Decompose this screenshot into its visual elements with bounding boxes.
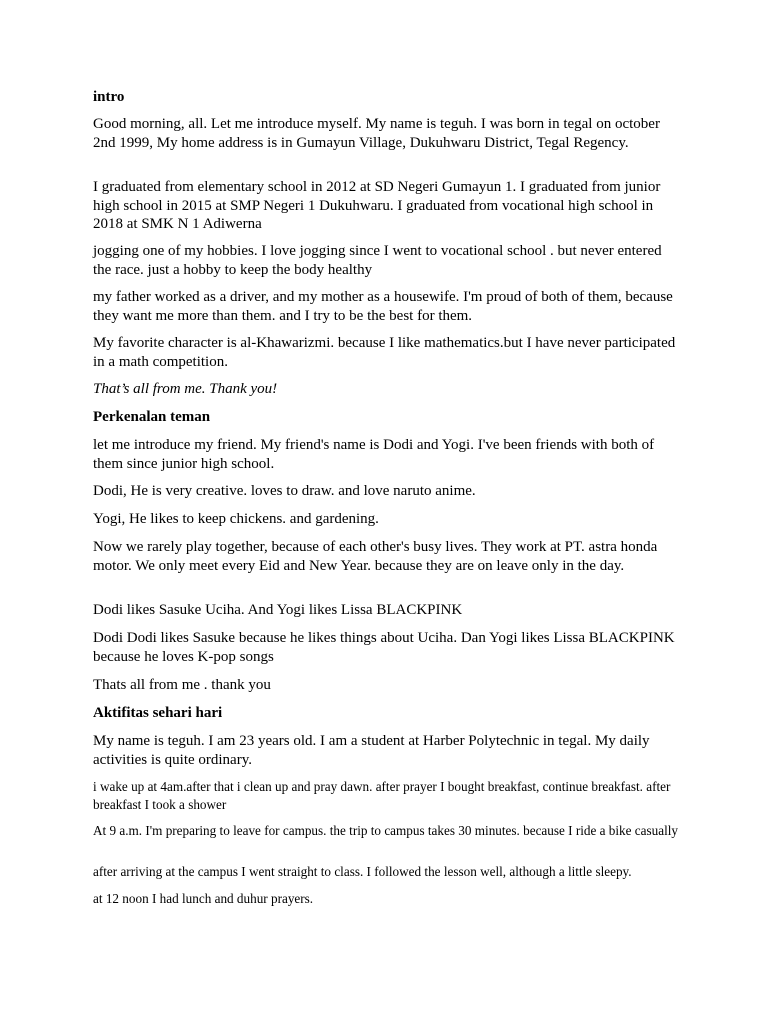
paragraph: at 12 noon I had lunch and duhur prayers. [93, 891, 314, 906]
paragraph: Dodi likes Sasuke Uciha. And Yogi likes Lissa BLACKPINK [93, 602, 463, 618]
paragraph: jogging one of my hobbies. I love jogging since I went to vocational school . but never entered the race. just a hobby to keep the body healthy [93, 243, 662, 278]
paragraph: At 9 a.m. I'm preparing to leave for campus. the trip to campus takes 30 minutes. because I ride a bike casually [93, 823, 679, 838]
paragraph: Dodi, He is very creative. loves to draw. and love naruto anime. [93, 483, 476, 499]
section-heading-perkenalan-teman: Perkenalan teman [93, 409, 211, 425]
section-heading-aktifitas-sehari-hari: Aktifitas sehari hari [93, 705, 223, 721]
paragraph: Good morning, all. Let me introduce myself. My name is teguh. I was born in tegal on october 2nd 1999, My home address is in Gumayun Village, Dukuhwaru District, Tegal Regency. [93, 116, 660, 151]
paragraph: My favorite character is al-Khawarizmi. because I like mathematics.but I have never participated in a math competition. [93, 335, 676, 370]
paragraph: let me introduce my friend. My friend's name is Dodi and Yogi. I've been friends with both of them since junior high school. [93, 437, 655, 472]
paragraph: I graduated from elementary school in 2012 at SD Negeri Gumayun 1. I graduated from junior high school in 2015 at SMP Negeri 1 Dukuhwaru. I graduated from vocational high school in 2018 at SMK N 1 Adiwerna [93, 179, 661, 232]
paragraph: i wake up at 4am.after that i clean up and pray dawn. after prayer I bought breakfast, continue breakfast. after breakfast I took a shower [93, 779, 671, 812]
paragraph: My name is teguh. I am 23 years old. I am a student at Harber Polytechnic in tegal. My daily activities is quite ordinary. [93, 733, 650, 768]
paragraph: after arriving at the campus I went straight to class. I followed the lesson well, although a little sleepy. [93, 864, 632, 879]
section-heading-intro: intro [93, 89, 125, 105]
paragraph: Yogi, He likes to keep chickens. and gardening. [93, 511, 379, 527]
closing-line: That’s all from me. Thank you! [93, 381, 278, 397]
paragraph: my father worked as a driver, and my mother as a housewife. I'm proud of both of them, because they want me more than them. and I try to be the best for them. [93, 289, 673, 324]
paragraph: Dodi Dodi likes Sasuke because he likes things about Uciha. Dan Yogi likes Lissa BLACKPINK because he loves K-pop songs [93, 630, 675, 665]
paragraph: Thats all from me . thank you [93, 677, 271, 693]
paragraph: Now we rarely play together, because of each other's busy lives. They work at PT. astra honda motor. We only meet every Eid and New Year. because they are on leave only in the day. [93, 539, 658, 574]
